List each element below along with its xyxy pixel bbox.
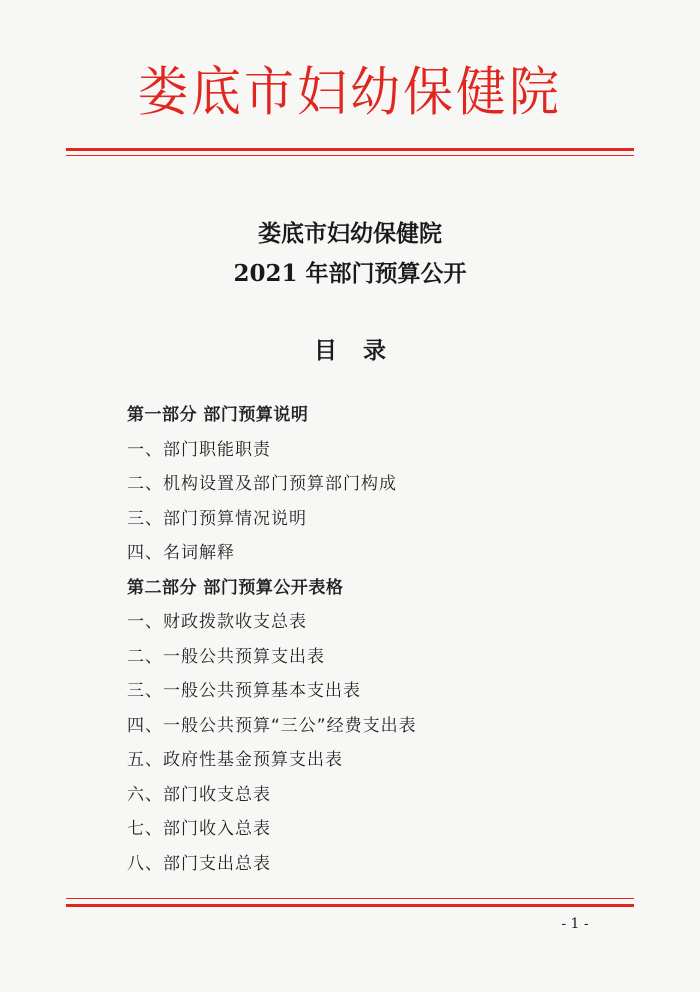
toc-part-1: 第一部分 部门预算说明: [127, 405, 309, 425]
toc-item: 三、部门预算情况说明: [127, 508, 307, 529]
footer-rule-thick: [66, 904, 634, 907]
document-title-line-2: 2021 年部门预算公开: [233, 260, 467, 287]
document-title-line-1: 娄底市妇幼保健院: [258, 220, 442, 247]
toc-item: 一、财政拨款收支总表: [127, 612, 307, 632]
toc-item: 七、部门收入总表: [127, 819, 271, 839]
toc-item: 四、一般公共预算“三公”经费支出表: [127, 715, 417, 736]
header-rule-thin: [66, 155, 634, 156]
header-rule-thick: [66, 148, 634, 151]
toc-item: 一、部门职能职责: [127, 439, 271, 460]
toc-item: 二、机构设置及部门预算部门构成: [127, 474, 397, 494]
toc-item: 四、名词解释: [127, 543, 235, 563]
toc-part-2: 第二部分 部门预算公开表格: [127, 577, 344, 598]
toc-heading: 目录: [314, 337, 412, 364]
page-number: - 1 -: [561, 916, 589, 932]
toc-item: 三、一般公共预算基本支出表: [127, 681, 361, 701]
masthead-org-name: 娄底市妇幼保健院: [138, 61, 562, 123]
toc-item: 五、政府性基金预算支出表: [127, 750, 343, 770]
toc-item: 八、部门支出总表: [127, 853, 271, 874]
toc-item: 二、一般公共预算支出表: [127, 646, 325, 667]
toc-item: 六、部门收支总表: [127, 784, 271, 805]
footer-rule-thin: [66, 898, 634, 899]
table-of-contents: [127, 398, 417, 881]
